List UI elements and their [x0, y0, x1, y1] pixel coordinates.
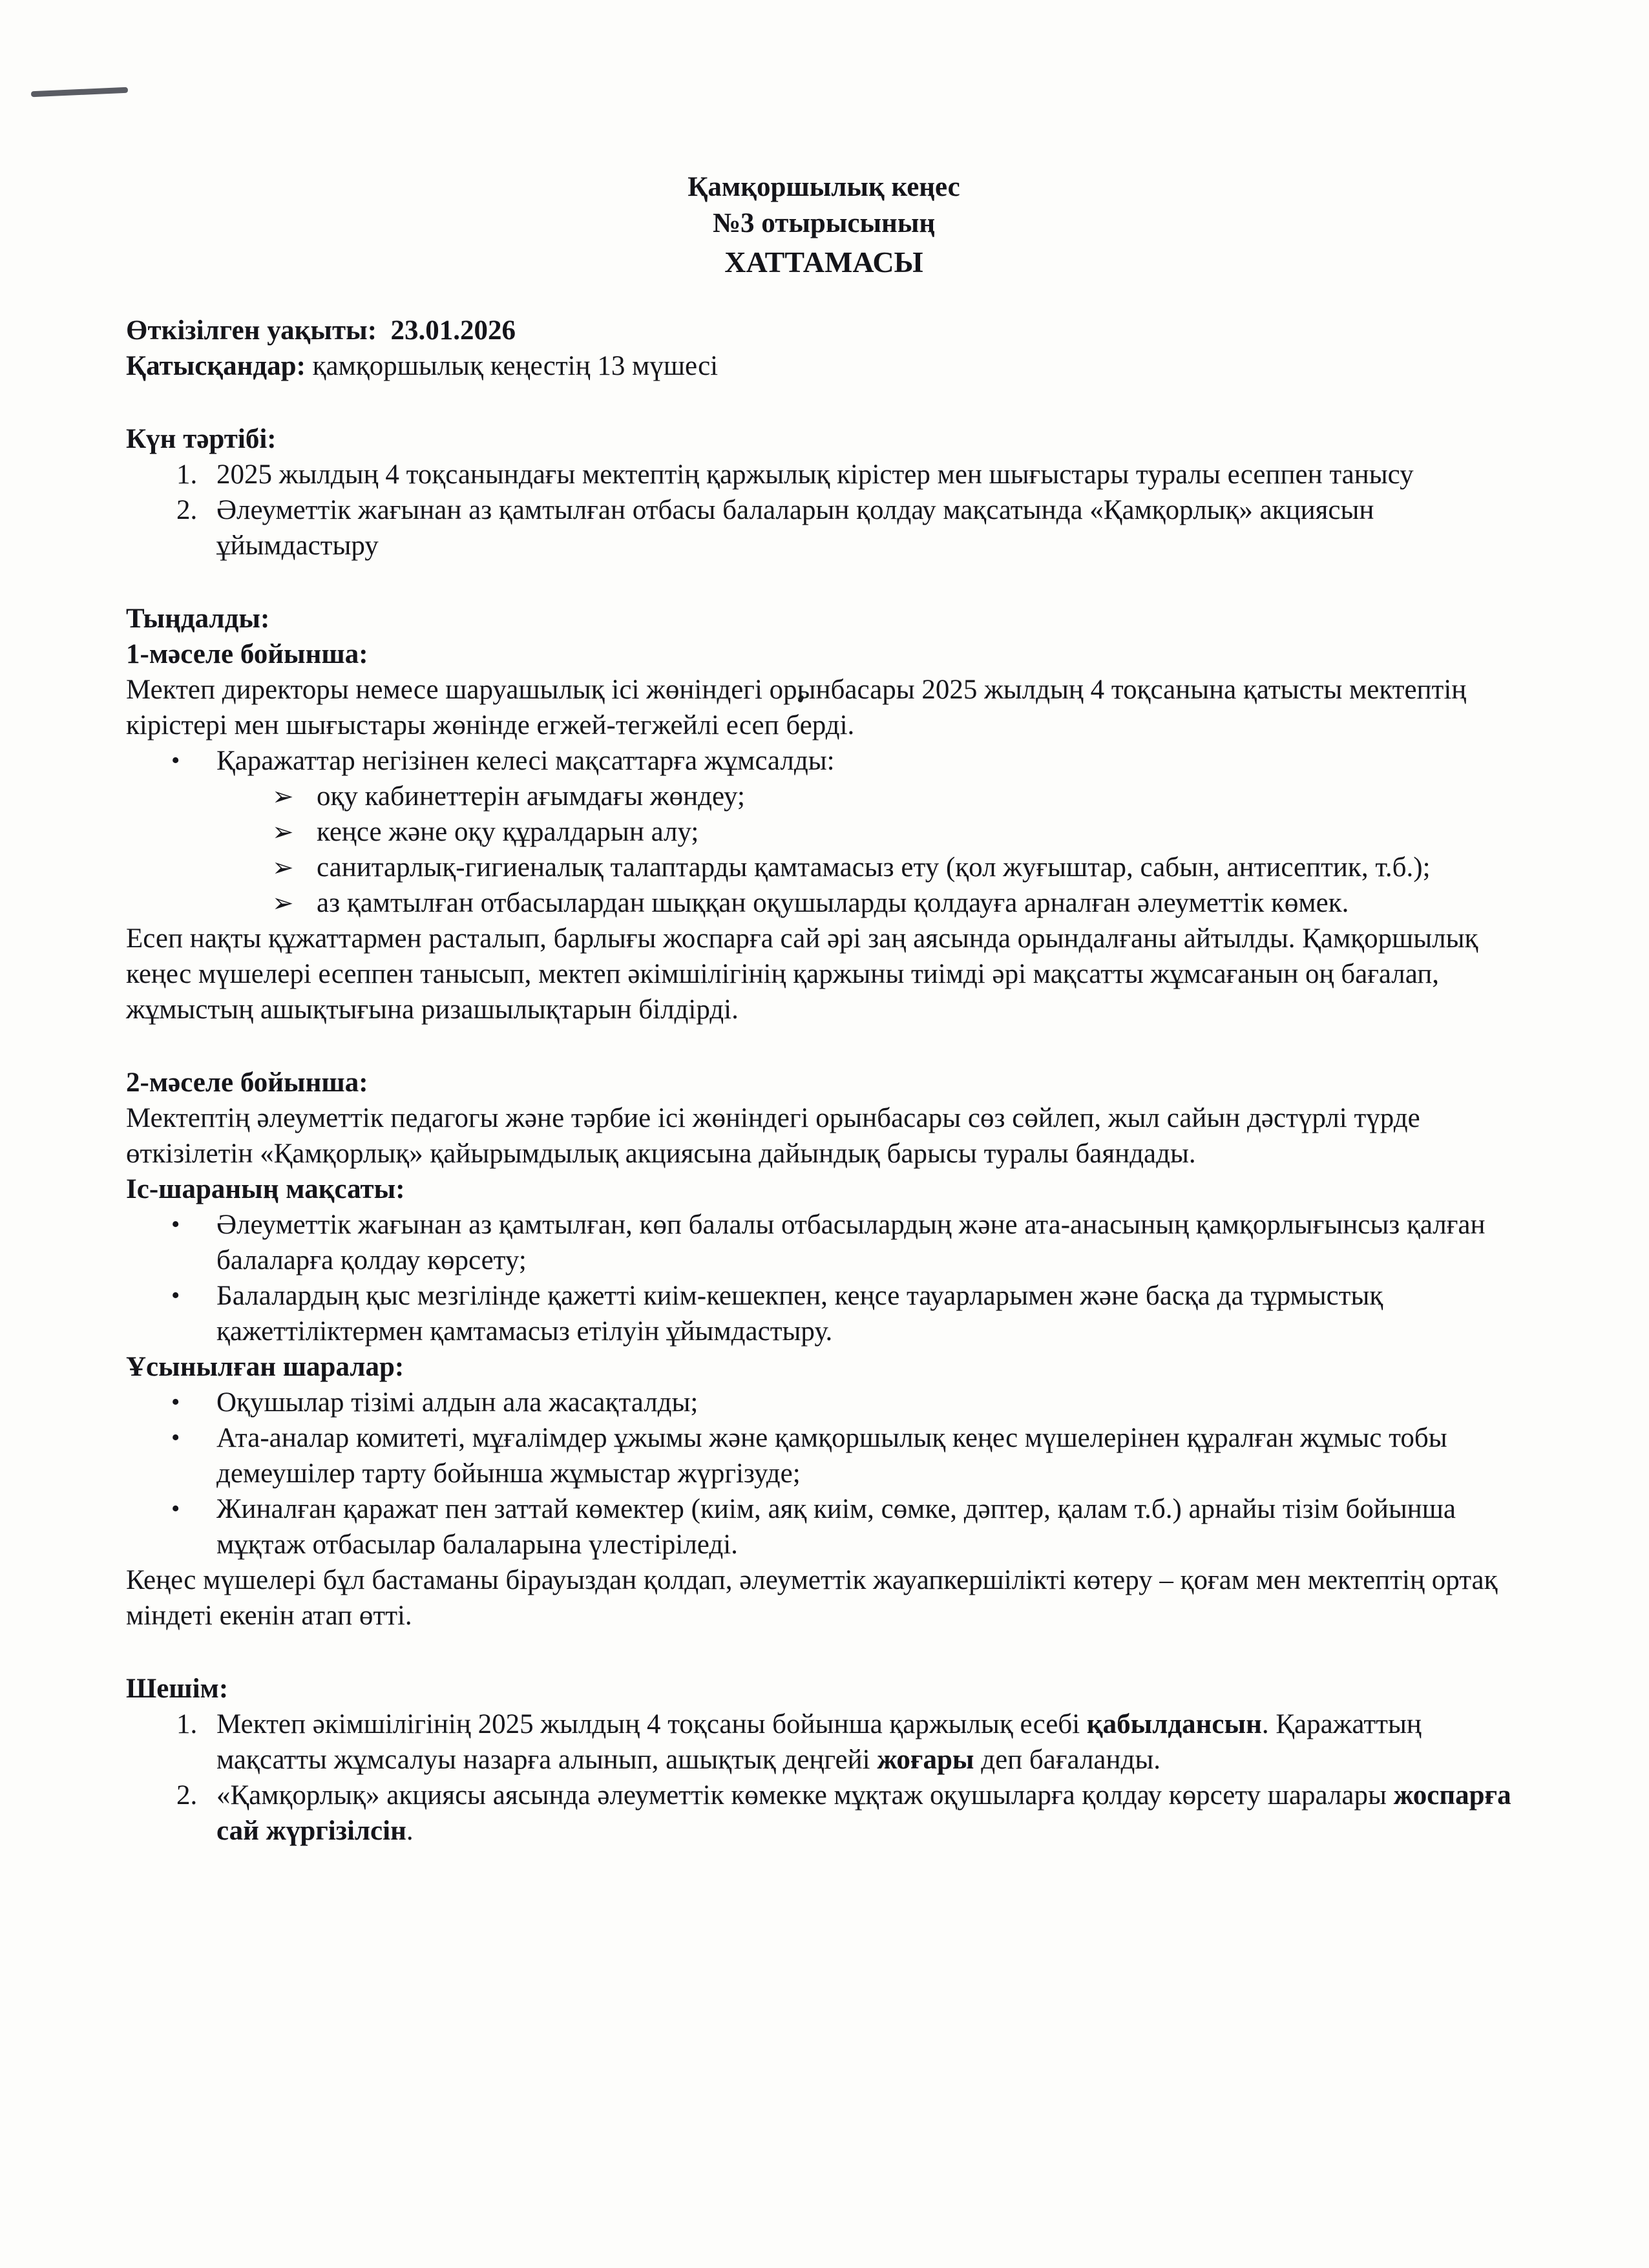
- issue2-measure-item: [126, 1420, 1522, 1491]
- meeting-date-label: Өткізілген уақыты:: [126, 315, 377, 346]
- issue2-goal-text: Балалардың қыс мезгілінде қажетті киім-кешекпен, кеңсе тауарларымен және басқа да тұрмыстық қажеттіліктермен қамтамасыз етілуін ұйымдастыру.: [216, 1281, 1383, 1347]
- agenda-item-number: 2.: [176, 495, 198, 525]
- issue1-sub-item-text: оқу кабинеттерін ағымдағы жөндеу;: [317, 781, 745, 812]
- header-council-name: Қамқоршылық кеңес: [688, 172, 960, 202]
- issue1-sub-item: [126, 779, 1522, 814]
- decision-text: . Қаражаттың мақсатты жұмсалуы назарға алынып, ашықтық деңгейі: [216, 1709, 1422, 1775]
- decision-bold-text: жоғары: [877, 1745, 974, 1775]
- issue2-goal-item: [126, 1278, 1522, 1349]
- decision-text: «Қамқорлық» акциясы аясында әлеуметтік көмекке мұқтаж оқушыларға қолдау көрсету шаралары: [216, 1780, 1394, 1811]
- issue1-bullet: [126, 743, 1522, 779]
- issue2-measures-title: Ұсынылған шаралар:: [126, 1352, 404, 1382]
- issue2-goal-item: [126, 1207, 1522, 1278]
- issue2-conclusion: Кеңес мүшелері бұл бастаманы бірауыздан қолдап, әлеуметтік жауапкершілікті көтеру – қоғам мен мектептің ортақ міндеті екенін атап өтті.: [126, 1565, 1498, 1631]
- issue2-measures-list: [126, 1385, 1522, 1562]
- arrow-bullet-icon: ➢: [272, 888, 294, 918]
- issue1-conclusion: Есеп нақты құжаттармен расталып, барлығы жоспарға сай әрі заң аясында орындалғаны айтылды. Қамқоршылық кеңес мүшелері есеппен танысып, мектеп әкімшілігінің қаржыны тиімді әрі мақсатты жұмсағанын оң бағалап, жұмыстың ашықтығына ризашылықтарын білдірді.: [126, 923, 1478, 1025]
- decision-bold-text: қабылдансын: [1086, 1709, 1262, 1739]
- agenda-item: [126, 457, 1522, 492]
- agenda-item-text: Әлеуметтік жағынан аз қамтылған отбасы балаларын қолдау мақсатында «Қамқорлық» акциясын ұйымдастыру: [216, 495, 1374, 561]
- issue1-bullet-text: Қаражаттар негізінен келесі мақсаттарға жұмсалды:: [216, 746, 835, 776]
- issue1-sub-item: [126, 850, 1522, 885]
- participants-line: [126, 348, 1522, 384]
- decision-list: [126, 1706, 1522, 1849]
- bullet-icon: •: [171, 1211, 180, 1238]
- agenda-item: [126, 492, 1522, 563]
- issue1-intro: Мектеп директоры немесе шаруашылық ісі жөніндегі орынбасары 2025 жылдың 4 тоқсанына қатысты мектептің кірістері мен шығыстары жөнінде егжей-тегжейлі есеп берді.: [126, 675, 1467, 740]
- heard-section: [126, 601, 1522, 1633]
- bullet-icon: •: [171, 1389, 180, 1416]
- issue2-measure-text: Жиналған қаражат пен заттай көмектер (киім, аяқ киім, сөмке, дәптер, қалам т.б.) арнайы тізім бойынша мұқтаж отбасылар балаларына үлестіріледі.: [216, 1494, 1456, 1560]
- heard-title: Тыңдалды:: [126, 604, 270, 634]
- decision-item: [126, 1778, 1522, 1849]
- issue1-sub-item: [126, 885, 1522, 921]
- issue1-title: 1-мәселе бойынша:: [126, 639, 368, 669]
- arrow-bullet-icon: ➢: [272, 853, 294, 882]
- meeting-meta: [126, 313, 1522, 384]
- issue2-goal-text: Әлеуметтік жағынан аз қамтылған, көп балалы отбасылардың және ата-анасының қамқорлығынсыз қалған балаларға қолдау көрсету;: [216, 1210, 1486, 1276]
- decision-title: Шешім:: [126, 1674, 229, 1704]
- decision-section: [126, 1671, 1522, 1849]
- issue1-bullets: [126, 743, 1522, 779]
- issue2-measure-text: Ата-аналар комитеті, мұғалімдер ұжымы және қамқоршылық кеңес мүшелерінен құралған жұмыс тобы демеушілер тарту бойынша жұмыстар жүргізуде;: [216, 1423, 1447, 1489]
- decision-item-number: 2.: [176, 1780, 198, 1811]
- issue2-goals-list: [126, 1207, 1522, 1349]
- issue2-measure-item: [126, 1491, 1522, 1562]
- agenda-list: [126, 457, 1522, 563]
- decision-text: .: [406, 1816, 414, 1846]
- bullet-icon: •: [171, 1495, 180, 1522]
- issue2-goal-title: Іс-шараның мақсаты:: [126, 1174, 405, 1204]
- document-page: [126, 169, 1522, 1849]
- decision-item-number: 1.: [176, 1709, 198, 1739]
- agenda-title: Күн тәртібі:: [126, 424, 277, 454]
- issue2-title: 2-мәселе бойынша:: [126, 1067, 368, 1098]
- issue1-sub-item-text: санитарлық-гигиеналық талаптарды қамтамасыз ету (қол жуғыштар, сабын, антисептик, т.б.);: [317, 852, 1431, 883]
- decision-text: деп бағаланды.: [974, 1745, 1161, 1775]
- decision-item: [126, 1706, 1522, 1778]
- bullet-icon: •: [171, 747, 180, 774]
- issue1-sub-item-text: кеңсе және оқу құралдарын алу;: [317, 817, 699, 847]
- scan-artifact-mark: [31, 87, 128, 98]
- document-header: [126, 169, 1522, 283]
- bullet-icon: •: [171, 1282, 180, 1309]
- issue1-sub-item: [126, 814, 1522, 850]
- participants-value: қамқоршылық кеңестің 13 мүшесі: [312, 351, 719, 381]
- arrow-bullet-icon: ➢: [272, 782, 294, 811]
- issue1-sub-item-text: аз қамтылған отбасылардан шыққан оқушыларды қолдауға арналған әлеуметтік көмек.: [317, 888, 1349, 918]
- bullet-icon: •: [171, 1424, 180, 1451]
- participants-label: Қатысқандар:: [126, 351, 306, 381]
- issue2-intro: Мектептің әлеуметтік педагогы және тәрбие ісі жөніндегі орынбасары сөз сөйлеп, жыл сайын дәстүрлі түрде өткізілетін «Қамқорлық» қайырымдылық акциясына дайындық барысы туралы баяндады.: [126, 1103, 1420, 1169]
- issue2-measure-text: Оқушылар тізімі алдын ала жасақталды;: [216, 1387, 698, 1418]
- header-protocol-title: ХАТТАМАСЫ: [724, 246, 923, 278]
- decision-bold-text: жоспарға сай жүргізілсін: [216, 1780, 1511, 1846]
- decision-text: Мектеп әкімшілігінің 2025 жылдың 4 тоқсаны бойынша қаржылық есебі: [216, 1709, 1087, 1739]
- issue2-measure-item: [126, 1385, 1522, 1420]
- header-meeting-number: №3 отырысының: [712, 208, 936, 238]
- arrow-bullet-icon: ➢: [272, 817, 294, 846]
- issue1-sub-list: [126, 779, 1522, 921]
- agenda-item-text: 2025 жылдың 4 тоқсанындағы мектептің қаржылық кірістер мен шығыстары туралы есеппен танысу: [216, 459, 1414, 490]
- agenda-section: [126, 421, 1522, 563]
- meeting-date-line: [126, 313, 1522, 348]
- agenda-item-number: 1.: [176, 459, 198, 490]
- meeting-date-value: 23.01.2026: [390, 315, 516, 346]
